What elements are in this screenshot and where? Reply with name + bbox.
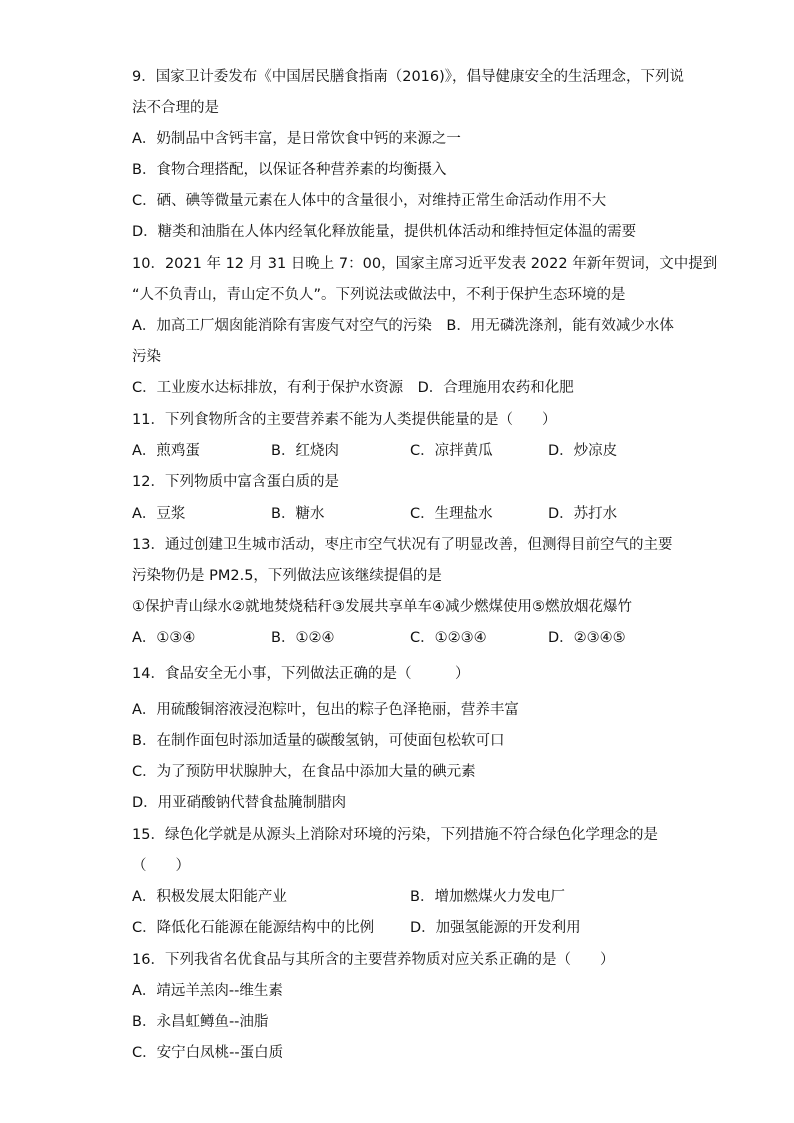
question-9-option-a: A．奶制品中含钙丰富，是日常饮食中钙的来源之一 — [132, 131, 461, 147]
question-16-option-b: B．永昌虹鳟鱼--油脂 — [132, 1014, 269, 1030]
question-15-option-b: B．增加燃煤火力发电厂 — [410, 889, 565, 905]
question-11-option-b: B．红烧肉 — [271, 443, 339, 459]
question-10-stem-line-1: 10．2021 年 12 月 31 日晚上 7：00，国家主席习近平发表 2022 年新年贺词，文中提到 — [132, 256, 718, 272]
question-16-option-a: A．靖远羊羔肉--维生素 — [132, 983, 283, 999]
question-13-option-d: D．②③④⑤ — [548, 630, 626, 646]
question-16-option-c: C．安宁白凤桃--蛋白质 — [132, 1045, 284, 1061]
question-9-option-c: C．硒、碘等微量元素在人体中的含量很小，对维持正常生命活动作用不大 — [132, 193, 607, 209]
question-14-stem: 14．食品安全无小事，下列做法正确的是（ ） — [132, 666, 470, 682]
question-13-option-a: A．①③④ — [132, 630, 196, 646]
question-9-option-d: D．糖类和油脂在人体内经氧化释放能量，提供机体活动和维持恒定体温的需要 — [132, 224, 637, 240]
question-16-stem: 16．下列我省名优食品与其所含的主要营养物质对应关系正确的是（ ） — [132, 952, 615, 968]
question-9-option-b: B．食物合理搭配，以保证各种营养素的均衡摄入 — [132, 162, 447, 178]
question-15-option-c: C．降低化石能源在能源结构中的比例 — [132, 920, 375, 936]
question-15-stem-line-2: （ ） — [132, 858, 190, 874]
question-15-option-a: A．积极发展太阳能产业 — [132, 889, 287, 905]
question-14-option-b: B．在制作面包时添加适量的碳酸氢钠，可使面包松软可口 — [132, 733, 505, 749]
question-12-stem: 12．下列物质中富含蛋白质的是 — [132, 474, 339, 490]
question-14-option-c: C．为了预防甲状腺肿大，在食品中添加大量的碘元素 — [132, 764, 476, 780]
question-13-items: ①保护青山绿水②就地焚烧秸秆③发展共享单车④减少燃煤使用⑤燃放烟花爆竹 — [132, 599, 632, 615]
question-10-stem-line-2: “人不负青山，青山定不负人”。下列说法或做法中，不利于保护生态环境的是 — [132, 287, 626, 303]
question-15-stem-line-1: 15．绿色化学就是从源头上消除对环境的污染，下列措施不符合绿色化学理念的是 — [132, 827, 658, 843]
question-9-stem-line-1: 9．国家卫计委发布《中国居民膳食指南（2016)》，倡导健康安全的生活理念，下列说 — [132, 69, 685, 85]
question-11-option-d: D．炒凉皮 — [548, 443, 618, 459]
question-12-option-c: C．生理盐水 — [410, 506, 493, 522]
question-10-options-line-2: 污染 — [132, 349, 161, 365]
question-11-option-a: A．煎鸡蛋 — [132, 443, 200, 459]
question-13-stem-line-2: 污染物仍是 PM2.5，下列做法应该继续提倡的是 — [132, 568, 442, 584]
question-11-stem: 11．下列食物所含的主要营养素不能为人类提供能量的是（ ） — [132, 412, 557, 428]
question-9-stem-line-2: 法不合理的是 — [132, 100, 219, 116]
question-13-option-b: B．①②④ — [271, 630, 335, 646]
question-11-option-c: C．凉拌黄瓜 — [410, 443, 493, 459]
question-12-option-a: A．豆浆 — [132, 506, 186, 522]
question-10-options-line-1: A．加高工厂烟囱能消除有害废气对空气的污染 B．用无磷洗涤剂，能有效减少水体 — [132, 318, 674, 334]
question-12-option-b: B．糖水 — [271, 506, 325, 522]
question-13-stem-line-1: 13．通过创建卫生城市活动，枣庄市空气状况有了明显改善，但测得目前空气的主要 — [132, 537, 673, 553]
question-15-option-d: D．加强氢能源的开发利用 — [410, 920, 581, 936]
question-10-options-line-3: C．工业废水达标排放，有利于保护水资源 D．合理施用农药和化肥 — [132, 380, 574, 396]
question-14-option-d: D．用亚硝酸钠代替食盐腌制腊肉 — [132, 795, 347, 811]
question-13-option-c: C．①②③④ — [410, 630, 487, 646]
question-12-option-d: D．苏打水 — [548, 506, 618, 522]
question-14-option-a: A．用硫酸铜溶液浸泡粽叶，包出的粽子色泽艳丽，营养丰富 — [132, 702, 519, 718]
